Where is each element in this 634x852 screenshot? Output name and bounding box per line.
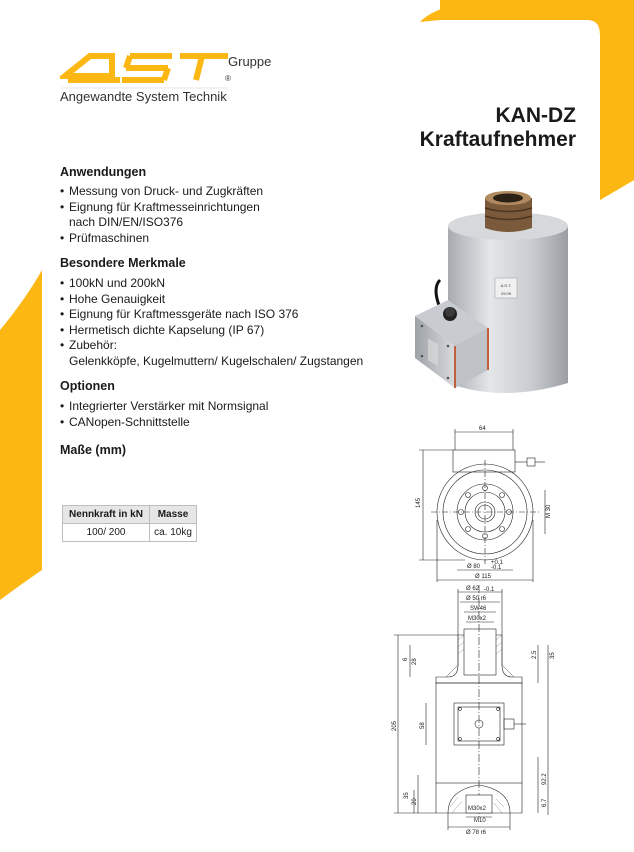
table-header: Nennkraft in kN: [63, 506, 150, 524]
heading-anwendungen: Anwendungen: [60, 165, 147, 179]
list-item: • 100kN und 200kN: [60, 276, 380, 292]
dim-label: 2.5: [532, 650, 538, 659]
product-title: KAN-DZ: [495, 104, 576, 127]
dim-label: M 30: [546, 504, 552, 518]
dim-label: 35: [404, 792, 410, 799]
accent-shape-left: [0, 270, 60, 600]
list-item: • Hohe Genauigkeit: [60, 292, 380, 308]
dim-label: -0.1: [484, 587, 495, 593]
dim-label: 92.2: [542, 773, 548, 785]
table-cell: 100/ 200: [63, 524, 150, 542]
list-item: • Messung von Druck- und Zugkräften: [60, 184, 280, 200]
list-item: • Zubehör:: [60, 338, 380, 354]
dim-label: 64: [479, 426, 486, 432]
dim-label: SW46: [470, 606, 487, 612]
list-item: • CANopen-Schnittstelle: [60, 415, 320, 431]
registered-mark: ®: [225, 74, 231, 83]
dim-label: 6: [403, 657, 409, 661]
heading-optionen: Optionen: [60, 379, 115, 393]
dim-label: 28: [412, 658, 418, 665]
heading-masse: Maße (mm): [60, 443, 126, 457]
dim-label: 145: [416, 497, 422, 508]
photo-label-line1: A.S.T.: [500, 283, 512, 288]
table-header-row: [63, 506, 197, 524]
list-item: • Hermetisch dichte Kapselung (IP 67): [60, 323, 380, 339]
dim-label: -0.1: [491, 565, 502, 571]
dim-label: +0.1: [491, 560, 503, 566]
table-row: [63, 524, 197, 542]
dim-label: Ø 50 r6: [466, 596, 487, 602]
list-item: • Integrierter Verstärker mit Normsignal: [60, 399, 320, 415]
photo-label-line2: 29.09: [500, 291, 512, 296]
dim-label: Ø 80: [467, 564, 481, 570]
drawing-top-view: [405, 420, 555, 585]
brand-gruppe: Gruppe: [228, 54, 272, 69]
list-merkmale: [60, 276, 380, 369]
list-item-text: Gelenkköpfe, Kugelmuttern/ Kugelschalen/ Zugstangen: [69, 353, 364, 368]
table-cell: ca. 10kg: [150, 524, 197, 542]
list-item: • Prüfmaschinen: [60, 231, 280, 247]
dim-label: 20: [412, 798, 418, 805]
dim-label: Ø 62: [466, 586, 480, 592]
dim-label: 58: [420, 722, 426, 729]
dim-label: M30x2: [468, 616, 487, 622]
brand-tagline: Angewandte System Technik: [60, 89, 227, 104]
list-anwendungen: [60, 184, 280, 246]
table-header: Masse: [150, 506, 197, 524]
sensor-photo: [410, 188, 585, 400]
dim-label: M30x2: [468, 806, 487, 812]
dim-label: 6.7: [542, 798, 548, 807]
list-item: [60, 354, 380, 370]
dim-label: 205: [392, 720, 398, 731]
dim-label: M10: [474, 818, 486, 824]
product-subtitle: Kraftaufnehmer: [419, 128, 576, 151]
dim-label: Ø 115: [475, 574, 491, 580]
list-item: • Eignung für Kraftmesseinrichtungen nach DIN/EN/ISO376: [60, 200, 280, 231]
list-optionen: [60, 399, 320, 430]
spec-table: [62, 505, 197, 542]
heading-merkmale: Besondere Merkmale: [60, 256, 186, 270]
drawing-side-view: [386, 585, 566, 835]
dim-label: Ø 78 r6: [466, 830, 487, 835]
dim-label: 35: [550, 652, 556, 659]
list-item: • Eignung für Kraftmessgeräte nach ISO 376: [60, 307, 380, 323]
